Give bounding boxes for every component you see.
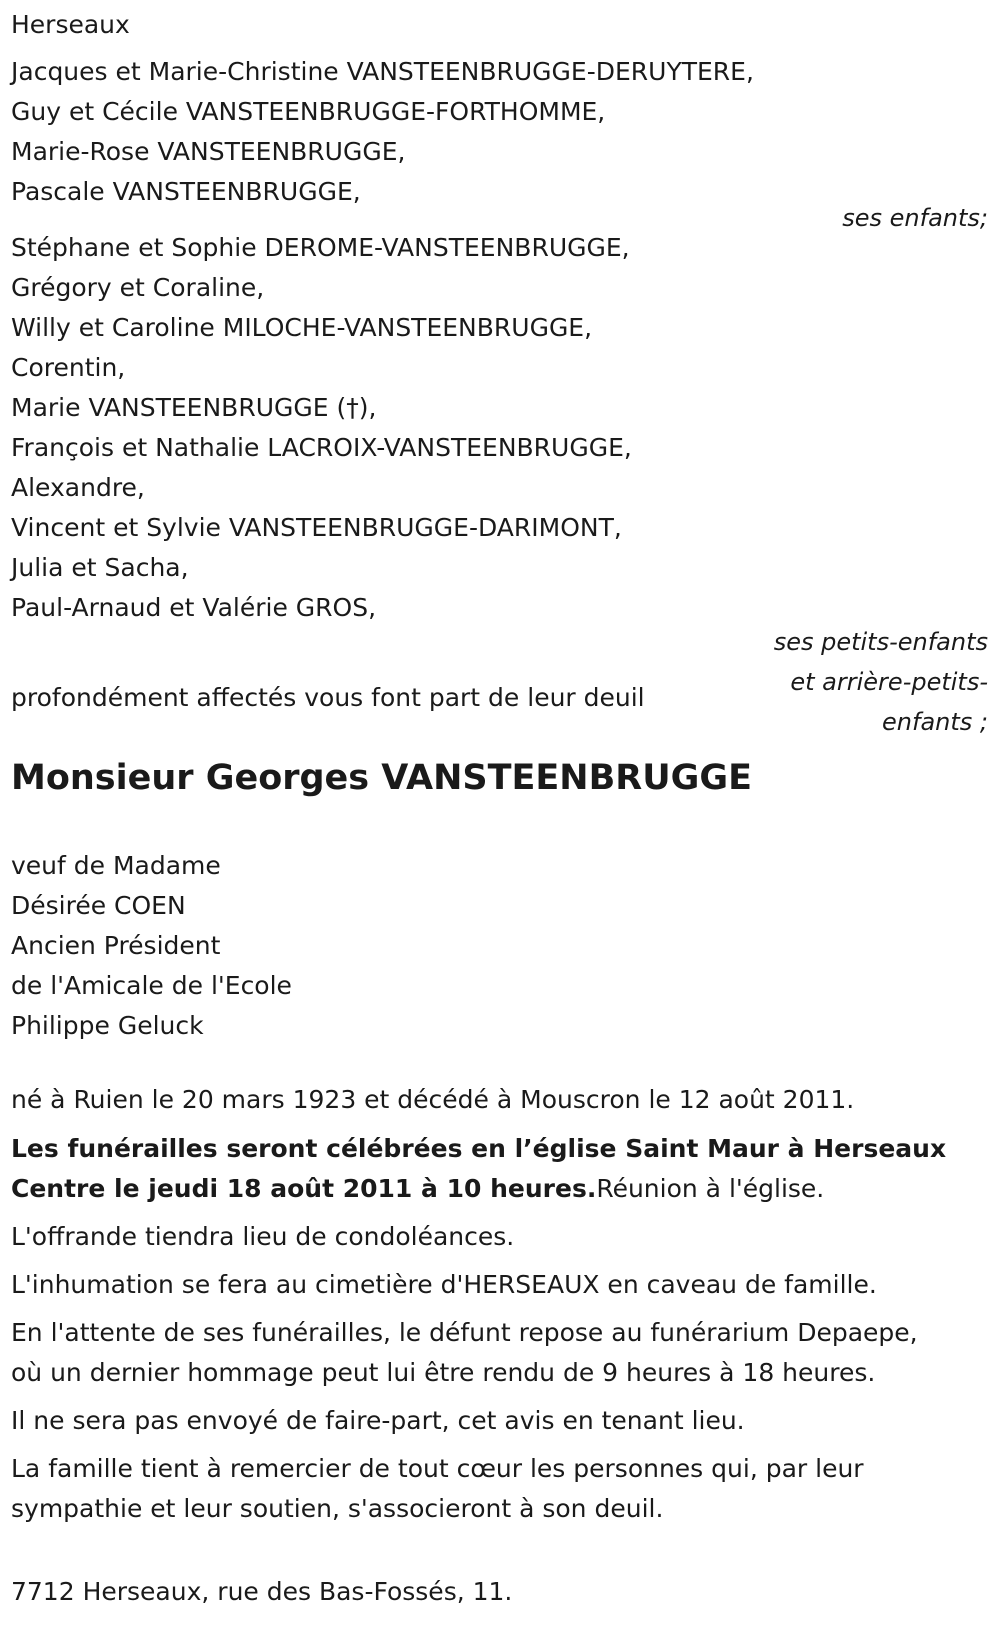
grandchildren-label (774, 622, 988, 742)
funeral-details (11, 1129, 981, 1209)
grandchildren-label-line: ses petits-enfants (773, 628, 988, 656)
grandchild-line: Marie VANSTEENBRUGGE (†), (11, 393, 377, 422)
deceased-name: Monsieur Georges VANSTEENBRUGGE (11, 758, 752, 798)
child-line: Jacques et Marie-Christine VANSTEENBRUGGE-DERUYTERE, (11, 57, 754, 86)
thanks-line: La famille tient à remercier de tout cœur les personnes qui, par leur (11, 1454, 864, 1483)
no-notice-text: Il ne sera pas envoyé de faire-part, cet avis en tenant lieu. (11, 1406, 745, 1435)
funeral-info (11, 1080, 981, 1529)
town-header: Herseaux (11, 10, 130, 39)
grandchildren-label-line: enfants ; (882, 708, 988, 736)
detail-line: veuf de Madame (11, 851, 221, 880)
grandchild-line: Stéphane et Sophie DEROME-VANSTEENBRUGGE, (11, 233, 630, 262)
children-list (11, 52, 754, 212)
child-line: Guy et Cécile VANSTEENBRUGGE-FORTHOMME, (11, 97, 606, 126)
meeting-text: Réunion à l'église. (596, 1174, 825, 1203)
address-text: 7712 Herseaux, rue des Bas-Fossés, 11. (11, 1577, 513, 1606)
grandchild-line: Willy et Caroline MILOCHE-VANSTEENBRUGGE, (11, 313, 593, 342)
wake-line: En l'attente de ses funérailles, le défunt repose au funérarium Depaepe, (11, 1318, 918, 1347)
grandchild-line: Vincent et Sylvie VANSTEENBRUGGE-DARIMONT, (11, 513, 622, 542)
announcement-text: profondément affectés vous font part de leur deuil (11, 683, 645, 712)
funeral-line: Les funérailles seront célébrées en l’église Saint Maur à Herseaux (11, 1134, 947, 1163)
grandchildren-label-line: et arrière-petits- (790, 668, 988, 696)
grandchild-line: Julia et Sacha, (11, 553, 189, 582)
grandchildren-list (11, 228, 632, 628)
deceased-details (11, 846, 292, 1046)
children-label: ses enfants; (842, 204, 988, 232)
grandchild-line: Alexandre, (11, 473, 145, 502)
thanks-text (11, 1449, 981, 1529)
detail-line: Désirée COEN (11, 891, 186, 920)
offering-text: L'offrande tiendra lieu de condoléances. (11, 1222, 515, 1251)
detail-line: Philippe Geluck (11, 1011, 204, 1040)
birth-death-text: né à Ruien le 20 mars 1923 et décédé à Mouscron le 12 août 2011. (11, 1085, 855, 1114)
wake-line: où un dernier hommage peut lui être rendu de 9 heures à 18 heures. (11, 1358, 876, 1387)
funeral-line: Centre le jeudi 18 août 2011 à 10 heures. (11, 1174, 597, 1203)
burial-text: L'inhumation se fera au cimetière d'HERSEAUX en caveau de famille. (11, 1270, 877, 1299)
grandchild-line: François et Nathalie LACROIX-VANSTEENBRUGGE, (11, 433, 632, 462)
thanks-line: sympathie et leur soutien, s'associeront à son deuil. (11, 1494, 664, 1523)
wake-text (11, 1313, 981, 1393)
detail-line: Ancien Président (11, 931, 221, 960)
grandchild-line: Paul-Arnaud et Valérie GROS, (11, 593, 377, 622)
grandchild-line: Corentin, (11, 353, 126, 382)
child-line: Pascale VANSTEENBRUGGE, (11, 177, 361, 206)
detail-line: de l'Amicale de l'Ecole (11, 971, 292, 1000)
grandchild-line: Grégory et Coraline, (11, 273, 265, 302)
child-line: Marie-Rose VANSTEENBRUGGE, (11, 137, 406, 166)
